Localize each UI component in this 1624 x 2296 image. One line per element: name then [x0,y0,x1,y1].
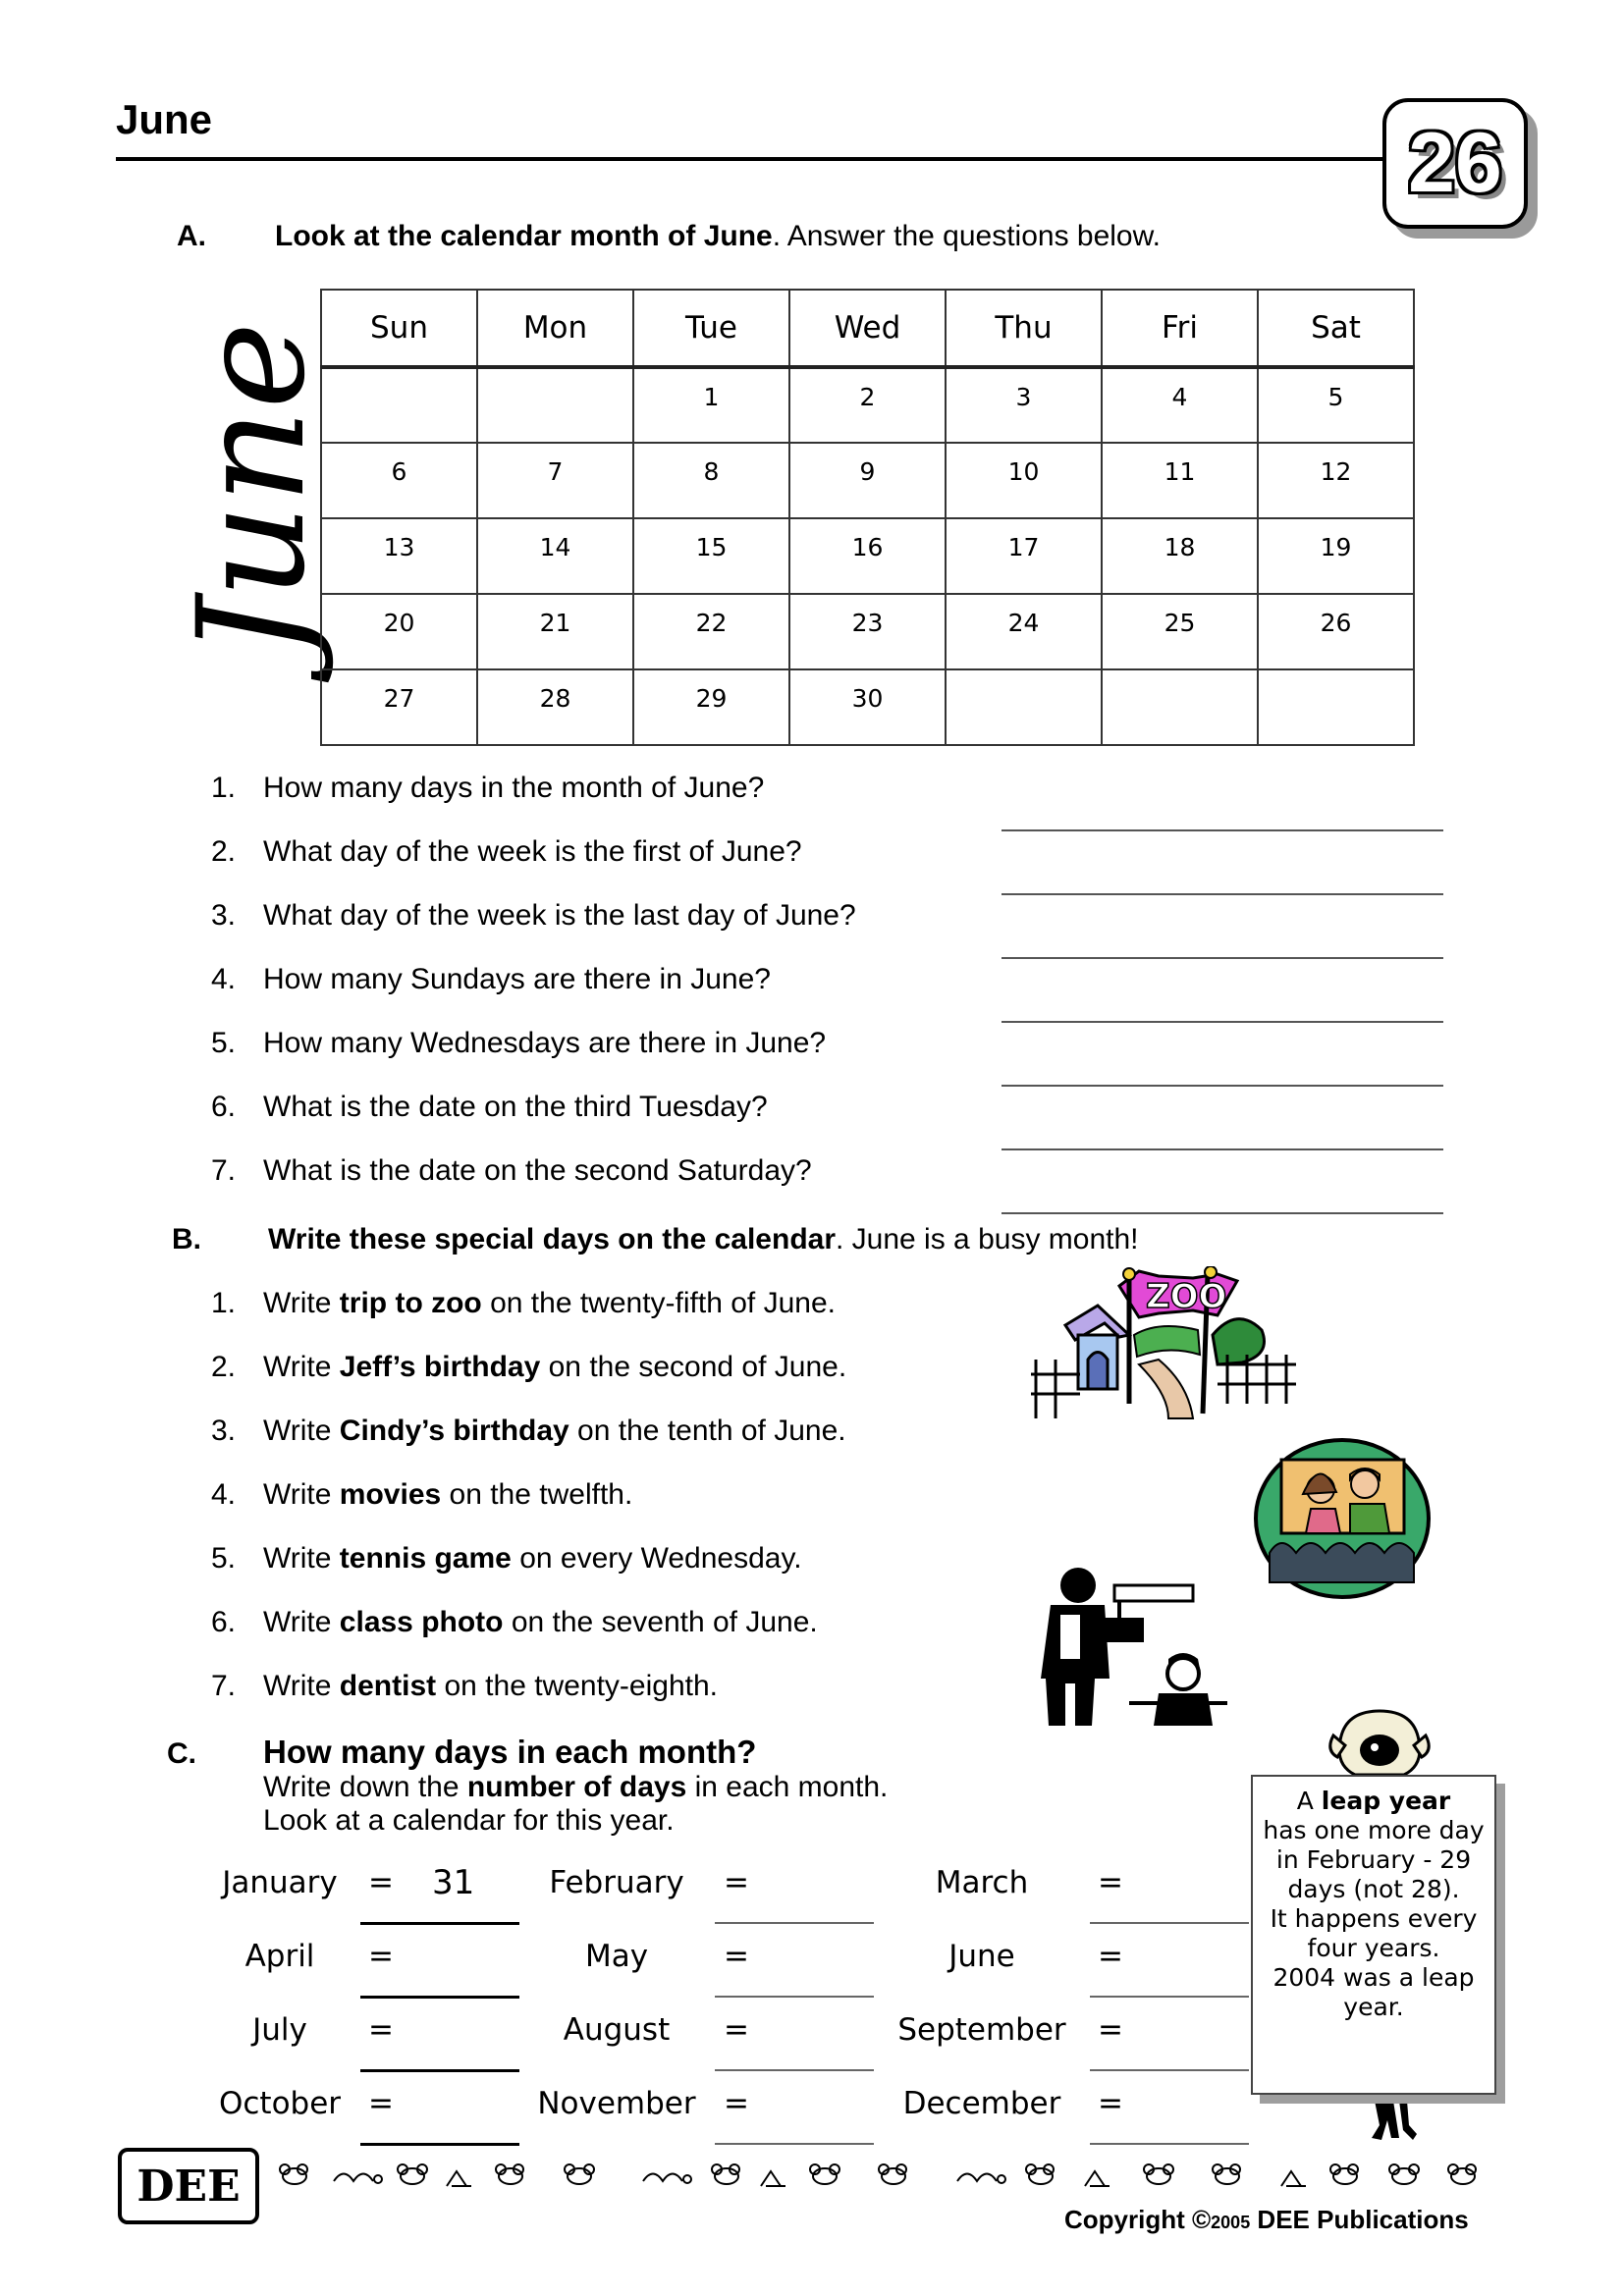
question-text: What day of the week is the first of June? [263,835,802,868]
calendar-week-row [321,443,1414,518]
leap-line: four years. [1307,1934,1440,1962]
calendar-day-cell[interactable]: 10 [946,443,1102,518]
task-number: 7. [210,1670,236,1702]
section-c-line1 [263,1771,888,1804]
month-label: February [549,1865,684,1900]
calendar-day-cell[interactable]: 5 [1258,367,1414,443]
answer-line[interactable] [1090,2069,1249,2071]
calendar-day-cell[interactable]: 22 [633,594,789,669]
calendar-day-cell[interactable]: 23 [789,594,946,669]
month-label: April [244,1939,315,1974]
calendar-day-cell[interactable]: 9 [789,443,946,518]
question-text: How many Wednesdays are there in June? [263,1027,827,1059]
section-c-heading: How many days in each month? [263,1734,757,1770]
question-number: 6. [210,1091,236,1123]
calendar-day-cell[interactable]: 8 [633,443,789,518]
month-label: October [218,2086,342,2121]
answer-line-5[interactable] [1001,1085,1443,1087]
dog-icon [1330,1711,1429,1775]
leap-year-first-line [1261,1787,1487,1816]
calendar-day-cell[interactable] [1102,669,1258,745]
calendar-week-row [321,669,1414,745]
section-a-instruction [275,220,1161,253]
question-number: 3. [210,899,236,932]
task-pre: Write [263,1415,340,1447]
equals-sign: = [724,1865,749,1900]
calendar-day-cell[interactable]: 12 [1258,443,1414,518]
calendar-day-cell[interactable]: 30 [789,669,946,745]
equals-sign: = [368,2086,394,2121]
task-pre: Write [263,1542,340,1575]
leap-bold: leap year [1321,1787,1451,1815]
answer-line[interactable] [715,2143,874,2145]
calendar-day-cell[interactable]: 27 [321,669,477,745]
answer-line[interactable] [360,1922,519,1925]
question-text: How many Sundays are there in June? [263,963,771,995]
calendar-day-cell[interactable]: 11 [1102,443,1258,518]
task-pre: Write [263,1670,340,1702]
weekday-header: Thu [946,290,1102,367]
zoo-sign-text: ZOO [1146,1277,1227,1316]
task-number: 5. [210,1542,236,1575]
calendar-day-cell[interactable]: 13 [321,518,477,594]
leap-line: 2004 was a leap [1272,1963,1475,1992]
month-label: January [222,1865,338,1900]
question-number: 7. [210,1154,236,1187]
task-text [263,1415,846,1448]
answer-line-3[interactable] [1001,957,1443,959]
calendar-day-cell[interactable]: 6 [321,443,477,518]
task-number: 1. [210,1287,236,1319]
month-label: August [563,2012,671,2048]
line1-bold: number of days [466,1771,687,1803]
question-number: 5. [210,1027,236,1059]
line1-pre: Write down the [263,1771,467,1803]
task-bold: class photo [339,1606,504,1638]
task-bold: trip to zoo [339,1287,482,1319]
dog-feet [1370,2101,1419,2145]
copyright-notice [1064,2205,1469,2235]
weekday-header: Sun [321,290,477,367]
calendar-day-cell[interactable]: 16 [789,518,946,594]
calendar-day-cell[interactable]: 28 [477,669,633,745]
question-text: How many days in the month of June? [263,772,765,804]
calendar-day-cell[interactable]: 17 [946,518,1102,594]
calendar-weekday-row [321,290,1414,367]
month-label: December [902,2086,1061,2121]
calendar-day-cell[interactable] [321,367,477,443]
leap-line: It happens every [1270,1904,1478,1933]
section-b-instruction [268,1223,1139,1256]
task-post: on the seventh of June. [503,1606,818,1638]
leap-line: year. [1343,1993,1404,2021]
task-text [263,1670,718,1703]
answer-line-1[interactable] [1001,829,1443,831]
page-number: 26 [1408,116,1502,210]
task-pre: Write [263,1606,340,1638]
month-label: July [252,2012,307,2048]
leap-line: has one more day [1263,1816,1485,1844]
task-post: on every Wednesday. [511,1542,802,1575]
camera-photographer-icon [1041,1568,1227,1726]
zoo-clipart [1021,1266,1306,1423]
task-number: 4. [210,1478,236,1511]
answer-line[interactable] [1090,1996,1249,1998]
calendar-day-cell[interactable]: 15 [633,518,789,594]
weekday-header: Fri [1102,290,1258,367]
section-b-instruction-bold: Write these special days on the calendar [268,1223,836,1255]
task-bold: Cindy’s birthday [339,1415,569,1447]
question-number: 2. [210,835,236,868]
copyright-pre: Copyright © [1064,2205,1212,2234]
equals-sign: = [1098,2086,1123,2121]
equals-sign: = [724,1939,749,1974]
calendar-day-cell[interactable]: 2 [789,367,946,443]
month-label: May [584,1939,649,1974]
task-bold: tennis game [339,1542,512,1575]
task-bold: movies [339,1478,442,1511]
copyright-post: DEE Publications [1250,2205,1469,2234]
section-a-instruction-bold: Look at the calendar month of June [275,220,773,252]
answer-line-2[interactable] [1001,893,1443,895]
calendar-day-cell[interactable]: 24 [946,594,1102,669]
june-calendar [320,289,1415,746]
leap-pre: A [1296,1787,1322,1815]
task-text [263,1542,802,1575]
dog-feet-icon [1372,2101,1417,2140]
leap-line: in February - 29 [1275,1845,1472,1874]
question-text: What is the date on the second Saturday? [263,1154,812,1187]
answer-line-7[interactable] [1001,1212,1443,1214]
calendar-day-cell[interactable]: 29 [633,669,789,745]
equals-sign: = [368,1865,394,1900]
answer-line[interactable] [715,2069,874,2071]
page-number-badge [1382,98,1528,229]
calendar-title-text: June [167,321,338,658]
month-label: November [537,2086,696,2121]
task-post: on the twenty-fifth of June. [481,1287,836,1319]
line1-post: in each month. [686,1771,889,1803]
section-c-line2: Look at a calendar for this year. [263,1804,675,1837]
equals-sign: = [1098,1939,1123,1974]
section-b-instruction-rest: . June is a busy month! [836,1223,1139,1255]
task-number: 2. [210,1351,236,1383]
calendar-week-row [321,594,1414,669]
question-text: What day of the week is the last day of June? [263,899,856,932]
task-text [263,1351,846,1384]
weekday-header: Tue [633,290,789,367]
calendar-day-cell[interactable]: 20 [321,594,477,669]
calendar-week-row [321,367,1414,443]
section-a-letter: A. [177,220,206,252]
task-text [263,1478,632,1512]
leap-year-note [1251,1775,1496,2095]
answer-line[interactable] [715,1922,874,1924]
calendar-day-cell[interactable]: 26 [1258,594,1414,669]
question-text: What is the date on the third Tuesday? [263,1091,768,1123]
movies-clipart [1252,1435,1434,1602]
task-post: on the second of June. [540,1351,847,1383]
task-pre: Write [263,1351,340,1383]
equals-sign: = [368,2012,394,2048]
header-rule [116,157,1392,161]
task-bold: Jeff’s birthday [339,1351,541,1383]
calendar-title-script [167,322,338,658]
calendar-day-cell[interactable]: 7 [477,443,633,518]
calendar-day-cell[interactable]: 1 [633,367,789,443]
equals-sign: = [724,2012,749,2048]
calendar-week-row [321,518,1414,594]
task-post: on the twenty-eighth. [436,1670,718,1702]
month-label: September [897,2012,1066,2048]
equals-sign: = [1098,2012,1123,2048]
leap-line: days (not 28). [1287,1875,1460,1903]
calendar-day-cell[interactable]: 14 [477,518,633,594]
answer-line-4[interactable] [1001,1021,1443,1023]
calendar-day-cell[interactable] [1258,669,1414,745]
calendar-day-cell[interactable] [477,367,633,443]
photo-clipart [1021,1561,1237,1728]
task-number: 6. [210,1606,236,1638]
task-number: 3. [210,1415,236,1447]
answer-line[interactable] [360,2069,519,2072]
calendar-day-cell[interactable]: 3 [946,367,1102,443]
calendar-day-cell[interactable] [946,669,1102,745]
footer-bug-border [275,2152,1512,2201]
answer-line[interactable] [360,1996,519,1999]
equals-sign: = [368,1939,394,1974]
weekday-header: Wed [789,290,946,367]
equals-sign: = [724,2086,749,2121]
calendar-day-cell[interactable]: 21 [477,594,633,669]
answer-value: 31 [432,1863,475,1902]
movie-theater-icon [1256,1440,1429,1597]
month-label: March [935,1865,1029,1900]
dog-clipart [1326,1706,1434,1785]
copyright-year: 2005 [1211,2213,1251,2232]
equals-sign: = [1098,1865,1123,1900]
answer-line[interactable] [1090,2143,1249,2145]
zoo-gate-icon [1031,1266,1296,1418]
question-number: 4. [210,963,236,995]
task-post: on the twelfth. [441,1478,633,1511]
section-c-letter: C. [167,1737,196,1770]
task-bold: dentist [339,1670,437,1702]
calendar-day-cell[interactable]: 18 [1102,518,1258,594]
task-text [263,1606,818,1639]
section-a-instruction-rest: . Answer the questions below. [772,220,1161,252]
month-label: June [948,1939,1015,1974]
page-title: June [116,96,213,142]
answer-line[interactable] [1090,1922,1249,1924]
task-pre: Write [263,1287,340,1319]
weekday-header: Sat [1258,290,1414,367]
answer-line-6[interactable] [1001,1148,1443,1150]
answer-line[interactable] [360,2143,519,2146]
task-post: on the tenth of June. [568,1415,846,1447]
task-pre: Write [263,1478,340,1511]
calendar-day-cell[interactable]: 25 [1102,594,1258,669]
publisher-logo: DEE [118,2148,259,2224]
task-text [263,1287,836,1320]
calendar-day-cell[interactable]: 4 [1102,367,1258,443]
weekday-header: Mon [477,290,633,367]
calendar-day-cell[interactable]: 19 [1258,518,1414,594]
section-b-letter: B. [172,1223,201,1255]
question-number: 1. [210,772,236,804]
answer-line[interactable] [715,1996,874,1998]
bug-border-icon [280,2164,1476,2186]
